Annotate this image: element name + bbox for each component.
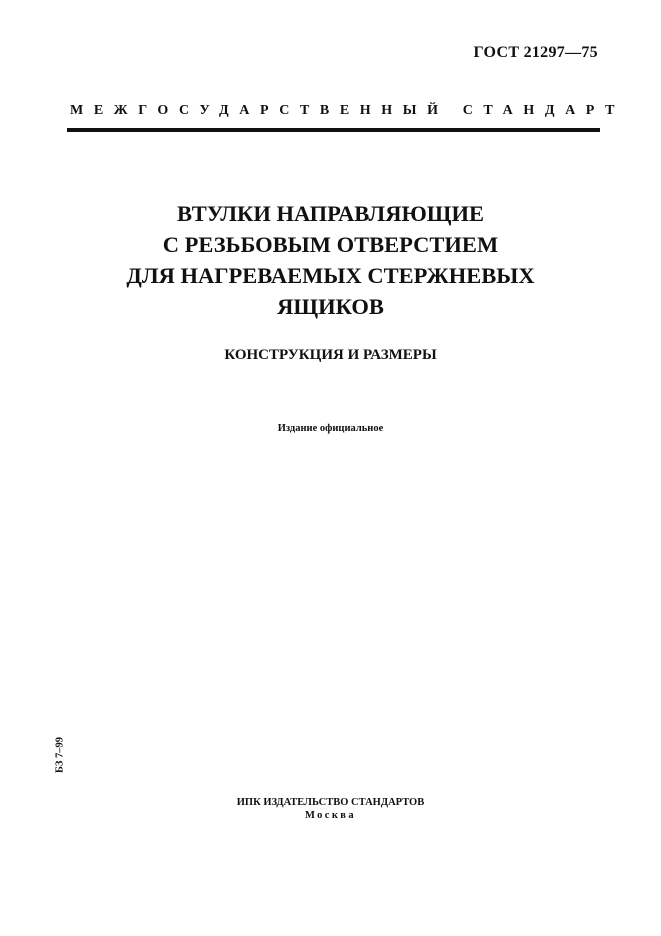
title-line-2: С РЕЗЬБОВЫМ ОТВЕРСТИЕМ	[162, 232, 499, 257]
publisher-name: ИПК ИЗДАТЕЛЬСТВО СТАНДАРТОВ	[236, 797, 425, 808]
document-subtitle: КОНСТРУКЦИЯ И РАЗМЕРЫ	[224, 347, 437, 363]
document-title	[0, 198, 661, 322]
edition-note: Издание официальное	[277, 423, 384, 434]
standard-number: ГОСТ 21297—75	[473, 44, 598, 61]
publisher-city: Москва	[304, 810, 357, 821]
header-rule	[67, 128, 600, 132]
title-line-1: ВТУЛКИ НАПРАВЛЯЮЩИЕ	[177, 201, 484, 226]
standard-category: МЕЖГОСУДАРСТВЕННЫЙ СТАНДАРТ	[70, 103, 626, 118]
title-line-4: ЯЩИКОВ	[277, 294, 384, 319]
title-line-3: ДЛЯ НАГРЕВАЕМЫХ СТЕРЖНЕВЫХ	[126, 263, 535, 288]
side-code: БЗ 7–99	[54, 736, 66, 774]
